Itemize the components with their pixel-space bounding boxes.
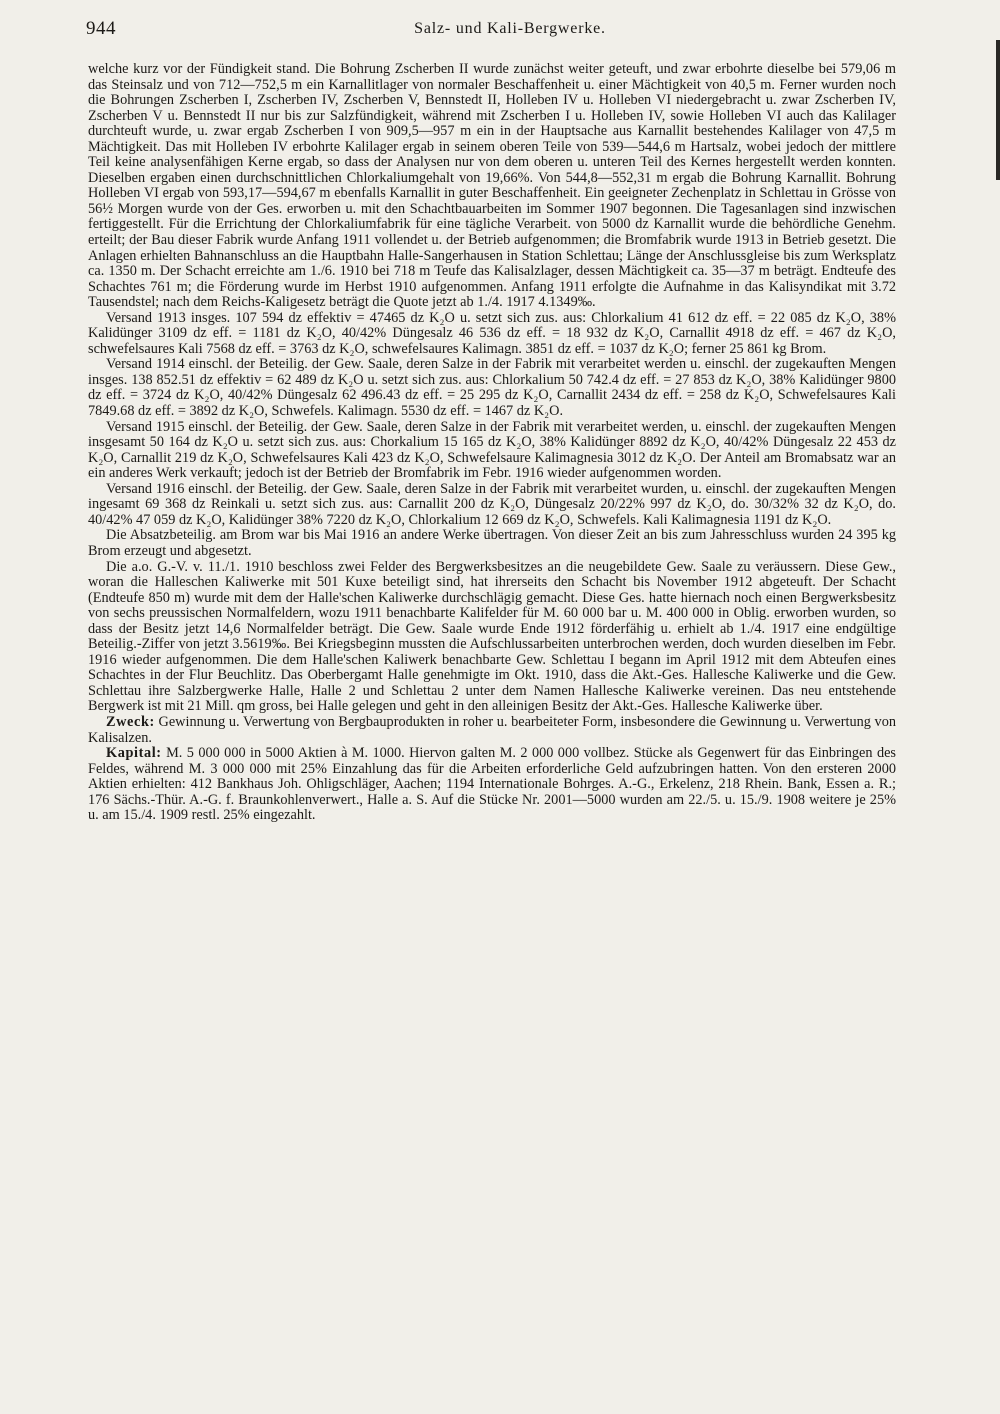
paragraph-shipment-1916: Versand 1916 einschl. der Beteilig. der Gew. Saale, deren Salze in der Fabrik mit verarbeitet wurden, u. einschl. der zugekauften Mengen ingesamt 69 368 dz Reinkali u. setzt sich zus. aus: Carnallit 200 dz K₂O, Düngesalz 20/22% 997 dz K₂O, do. 30/32% 32 dz K₂O, do. 40/42% 47 059 dz K₂O, Kalidünger 38% 7220 dz K₂O, Chlorkalium 12 669 dz K₂O, Schwefels. Kali Kalimagnesia 1191 dz K₂O. [88,480,896,528]
scan-edge-shadow [996,40,1000,180]
running-title: Salz- und Kali-Bergwerke. [414,20,606,37]
paragraph-zweck [88,715,896,746]
paragraph-shipment-1914: Versand 1914 einschl. der Beteilig. der Gew. Saale, deren Salze in der Fabrik mit verarbeitet werden u. einschl. der zugekauften Mengen insges. 138 852.51 dz effektiv = 62 489 dz K₂O u. setzt sich zus. aus: Chlorkalium 50 742.4 dz eff. = 27 853 dz K₂O, 38% Kalidünger 9800 dz eff. = 3724 dz K₂O, 40/42% Düngesalz 62 496.43 dz eff. = 25 295 dz K₂O, Carnallit 2434 dz eff. = 258 dz K₂O, Schwefelsaures Kali 7849.68 dz eff. = 3892 dz K₂O, Schwefels. Kalimagn. 5530 dz eff. = 1467 dz K₂O. [88,356,896,420]
kapital-label: Kapital: [106,745,162,762]
paragraph-shipment-1915: Versand 1915 einschl. der Beteilig. der Gew. Saale, deren Salze in der Fabrik mit verarbeitet werden, u. einschl. der zugekauften Mengen insgesamt 50 164 dz K₂O u. setzt sich zus. aus: Chorkalium 15 165 dz K₂O, 38% Kalidünger 8892 dz K₂O, 40/42% Düngesalz 22 453 dz K₂O, Carnallit 219 dz K₂O, Schwefelsaures Kali 423 dz K₂O, Schwefelsaure Kalimagnesia 3012 dz K₂O. Der Anteil am Bromabsatz war an ein anderes Werk verkauft; jedoch ist der Betrieb der Bromfabrik im Febr. 1916 wieder aufgenommen worden. [88,418,896,482]
page-number: 944 [86,18,116,39]
paragraph-kapital [88,746,896,824]
kapital-text: M. 5 000 000 in 5000 Aktien à M. 1000. Hiervon galten M. 2 000 000 vollbez. Stücke als Gegenwert für das Einbringen des Feldes, während M. 3 000 000 mit 25% Einzahlung das für die Arbeiten erforderliche Geld aufzubringen hatten. Von den ersteren 2000 Aktien erhielten: 412 Bankhaus Joh. Ohligschläger, Aachen; 1194 Internationale Bohrges. A.-G., Erkelenz, 218 Rhein. Bank, Essen a. R.; 176 Sächs.-Thür. A.-G. f. Braunkohlenverwert., Halle a. S. Auf die Stücke Nr. 2001—5000 wurden am 22./5. u. 15./9. 1908 weitere je 25% u. am 15./4. 1909 restl. 25% eingezahlt. [88,745,896,824]
zweck-label: Zweck: [106,713,155,730]
paragraph-shipment-1913: Versand 1913 insges. 107 594 dz effektiv = 47465 dz K₂O u. setzt sich zus. aus: Chlorkalium 41 612 dz eff. = 22 085 dz K₂O, 38% Kalidünger 3109 dz eff. = 1181 dz K₂O, 40/42% Düngesalz 46 536 dz eff. = 18 932 dz K₂O, Carnallit 4918 dz eff. = 467 dz K₂O, schwefelsaures Kali 7568 dz eff. = 3763 dz K₂O, schwefelsaures Kalimagn. 3851 dz eff. = 1037 dz K₂O; ferner 25 861 kg Brom. [88,309,896,357]
paragraph-gew-saale: Die a.o. G.-V. v. 11./1. 1910 beschloss zwei Felder des Bergwerksbesitzes an die neugebildete Gew. Saale zu veräussern. Diese Gew., woran die Halleschen Kaliwerke mit 501 Kuxe beteiligt sind, hat ihrerseits den Schacht bis November 1912 abgeteuft. Der Schacht (Endteufe 850 m) wurde mit dem der Halle'schen Kaliwerke durchschlägig gemacht. Diese Ges. hatte hiernach noch einen Bergwerksbesitz von sechs preussischen Normalfeldern, wozu 1911 benachbarte Kalifelder für M. 60 000 bar u. M. 400 000 in Oblig. erworben wurden, so dass der Besitz jetzt 14,6 Normalfelder beträgt. Die Gew. Saale wurde Ende 1912 förderfähig u. erhielt ab 1./4. 1917 eine endgültige Beteilig.-Ziffer von jetzt 3.5619‰. Bei Kriegsbeginn mussten die Aufschlussarbeiten unterbrochen werden, doch wurden dieselben im Febr. 1916 wieder aufgenommen. Die dem Halle'schen Kaliwerk benachbarte Gew. Schlettau I begann im April 1912 mit dem Abteufen eines Schachtes in der Flur Beuchlitz. Das Oberbergamt Halle genehmigte im Okt. 1910, dass die Akt.-Ges. Hallesche Kaliwerke und die Gew. Schlettau ihre Salzbergwerke Halle, Halle 2 und Schlettau 2 unter dem Namen Hallesche Kaliwerke vereinen. Das neu entstehende Bergwerk ist mit 21 Mill. qm gross, bei Halle gelegen und geht in den alleinigen Besitz der Akt.-Ges. Hallesche Kaliwerke über. [88,558,896,715]
zweck-text: Gewinnung u. Verwertung von Bergbauprodukten in roher u. bearbeiteter Form, insbesondere die Gewinnung u. Verwertung von Kalisalzen. [88,713,896,746]
body-text [88,62,896,824]
paragraph-bromine: Die Absatzbeteilig. am Brom war bis Mai 1916 an andere Werke übertragen. Von dieser Zeit an bis zum Jahresschluss wurden 24 395 kg Brom erzeugt und abgesetzt. [88,527,896,559]
paragraph-drilling: welche kurz vor der Fündigkeit stand. Die Bohrung Zscherben II wurde zunächst weiter geteuft, und zwar erbohrte dieselbe bei 579,06 m das Steinsalz und von 712—752,5 m ein Karnallitlager von normaler Beschaffenheit u. einer Mächtigkeit von 40,5 m. Ferner wurden noch die Bohrungen Zscherben I, Zscherben IV, Zscherben V, Bennstedt II, Holleben IV u. Holleben VI niedergebracht u. zwar Zscherben IV, Zscherben V u. Bennstedt II nur bis zur Salzfündigkeit, während mit Zscherben I u. Holleben IV, sowie Holleben VI auch das Kalilager durchteuft wurde, u. zwar ergab Zscherben I von 909,5—957 m ein in der Hauptsache aus Karnallit bestehendes Kalilager von 47,5 m Mächtigkeit. Das mit Holleben IV erbohrte Kalilager ergab in seinem oberen Teile von 539—544,6 m Hartsalz, wobei jedoch der mittlere Teil keine analysenfähigen Kerne ergab, so dass der Analysen nur von dem oberen u. unteren Teil des Kernes hergestellt werden konnten. Dieselben ergaben einen durchschnittlichen Chlorkaliumgehalt von 19,66%. Von 544,8—552,31 m ergab die Bohrung Karnallit. Bohrung Holleben VI ergab von 593,17—594,67 m ebenfalls Karnallit in guter Beschaffenheit. Ein geeigneter Zechenplatz in Schlettau in Grösse von 56½ Morgen wurde von der Ges. erworben u. mit den Schachtbauarbeiten im Sommer 1907 begonnen. Die Tagesanlagen sind inzwischen fertiggestellt. Für die Errichtung der Chlorkaliumfabrik für eine tägliche Verarbeit. von 5000 dz Karnallit wurde die behördliche Genehm. erteilt; der Bau dieser Fabrik wurde Anfang 1911 vollendet u. der Betrieb aufgenommen; die Bromfabrik wurde 1913 in Betrieb gesetzt. Die Anlagen erhielten Bahnanschluss an die Hauptbahn Halle-Sangerhausen in Station Schlettau; Länge der Anschlussgleise bis zum Werksplatz ca. 1350 m. Der Schacht erreichte am 1./6. 1910 bei 718 m Teufe das Kalisalzlager, dessen Mächtigkeit ca. 35—37 m beträgt. Endteufe des Schachtes 761 m; die Förderung wurde im Herbst 1910 aufgenommen. Anfang 1911 erfolgte die Aufnahme in das Kalisyndikat mit 3.72 Tausendstel; nach dem Reichs-Kaligesetz beträgt die Quote jetzt ab 1./4. 1917 4.1349‰. [88,61,896,311]
